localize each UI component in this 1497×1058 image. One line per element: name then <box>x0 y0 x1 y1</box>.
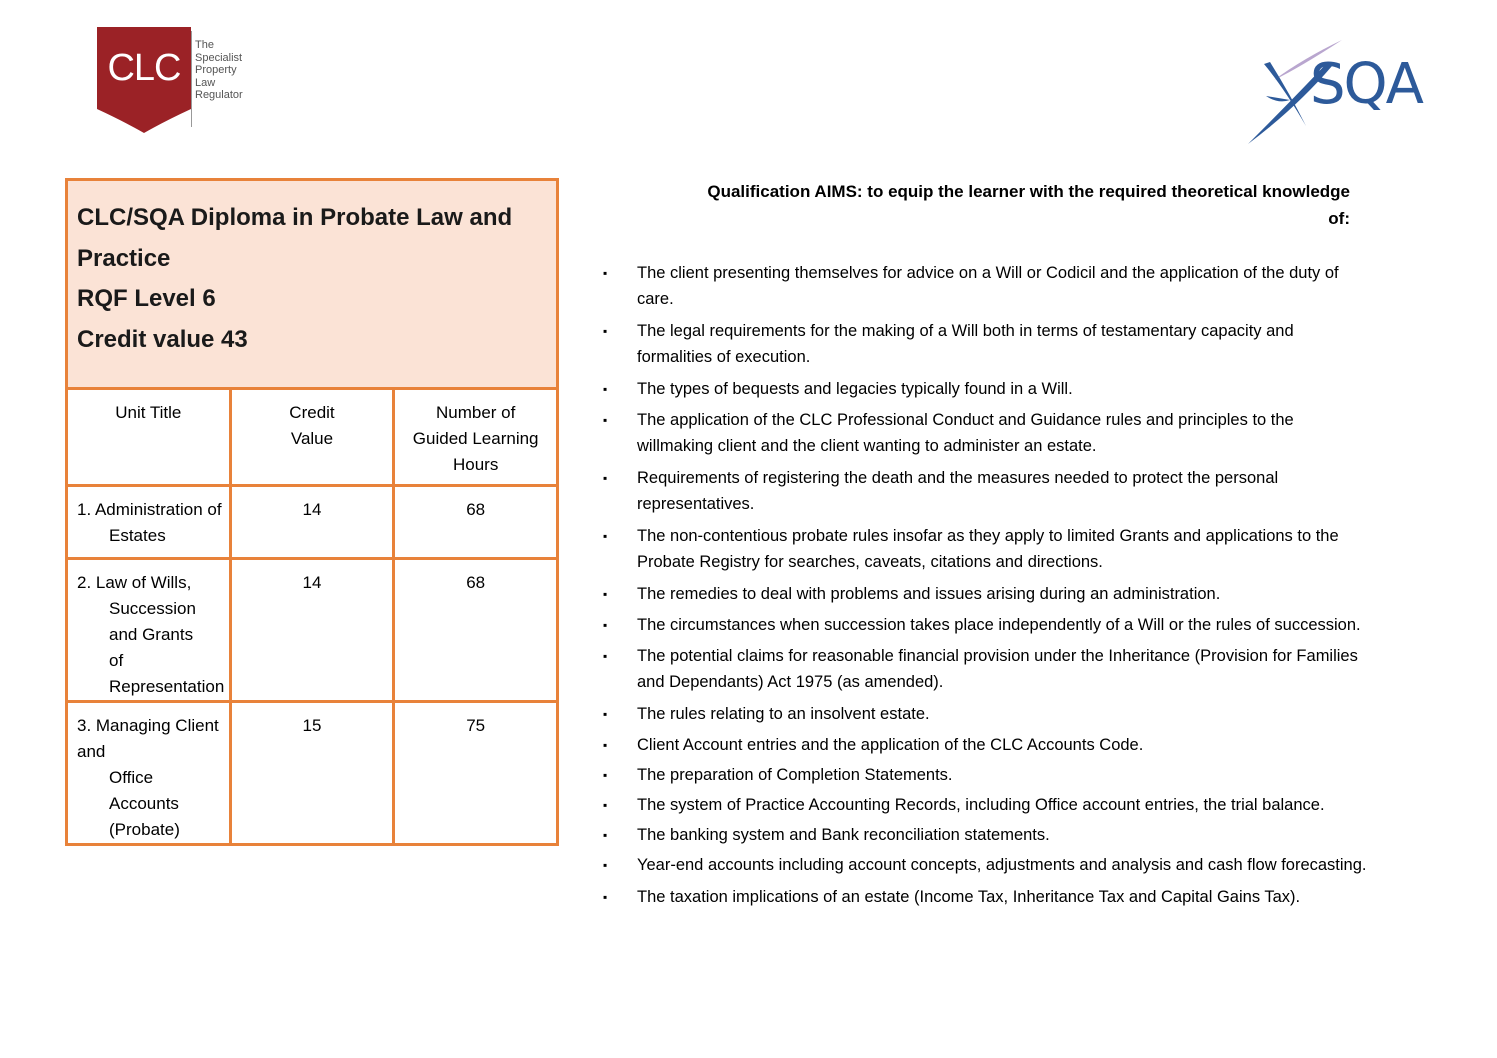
column-header-label: Credit <box>289 403 335 422</box>
aim-list-item <box>600 643 1440 695</box>
aim-text-line: The system of Practice Accounting Records, including Office account entries, the trial balance. <box>637 796 1325 814</box>
aims-heading-line: of: <box>1328 209 1350 228</box>
bullet-icon: ▪ <box>603 529 608 543</box>
column-header-label: Unit Title <box>115 403 182 422</box>
aim-text-line: The potential claims for reasonable financial provision under the Inheritance (Provision for Families <box>637 647 1358 665</box>
qualification-title-cont: Practice <box>77 244 171 272</box>
aim-text-line: Year-end accounts including account concepts, adjustments and analysis and cash flow forecasting. <box>637 856 1367 874</box>
aim-text-line: willmaking client and the client wanting to administer an estate. <box>637 437 1097 455</box>
clc-divider <box>191 31 193 127</box>
clc-tagline-line: Property <box>195 64 237 76</box>
hours-cell: 75 <box>394 702 558 845</box>
unit-title-line: Office Accounts <box>109 768 179 813</box>
aim-list-item <box>600 465 1440 517</box>
column-header-label: Guided Learning <box>412 429 539 448</box>
bullet-icon: ▪ <box>603 266 608 280</box>
aim-text-line: The rules relating to an insolvent estate. <box>637 705 930 723</box>
aim-list-item <box>600 376 1440 402</box>
aim-list-item <box>600 407 1440 459</box>
sqa-wordmark: SQA <box>1310 52 1422 117</box>
aim-text-line: The legal requirements for the making of a Will both in terms of testamentary capacity and <box>637 322 1294 340</box>
aim-list-item <box>600 260 1440 312</box>
aim-list-item <box>600 884 1440 910</box>
aim-list-item <box>600 732 1440 758</box>
bullet-icon: ▪ <box>603 707 608 721</box>
aim-list-item <box>600 762 1440 788</box>
aim-list-item <box>600 581 1440 607</box>
aim-text-line: The taxation implications of an estate (Income Tax, Inheritance Tax and Capital Gains Tax). <box>637 888 1301 906</box>
aim-list-item <box>600 852 1440 878</box>
unit-title-line: of Representation <box>109 651 225 696</box>
aim-text-line: Probate Registry for searches, caveats, citations and directions. <box>637 553 1103 571</box>
aim-list-item <box>600 612 1440 638</box>
column-header-label: Hours <box>452 455 499 474</box>
hours-cell: 68 <box>394 559 558 702</box>
credit-cell: 14 <box>230 559 394 702</box>
column-header-unit-title <box>67 389 231 486</box>
bullet-icon: ▪ <box>603 324 608 338</box>
bullet-icon: ▪ <box>603 798 608 812</box>
aim-text-line: The client presenting themselves for advice on a Will or Codicil and the application of the duty of <box>637 264 1339 282</box>
clc-logo <box>95 25 265 137</box>
qualification-header <box>67 180 558 389</box>
aim-text-line: The application of the CLC Professional Conduct and Guidance rules and principles to the <box>637 411 1294 429</box>
rqf-level: RQF Level 6 <box>77 285 216 312</box>
unit-title-line: Succession and Grants <box>109 599 196 644</box>
aim-text-line: The types of bequests and legacies typically found in a Will. <box>637 380 1073 398</box>
aims-list <box>600 260 1440 910</box>
credit-cell: 15 <box>230 702 394 845</box>
clc-mark: CLC <box>107 47 181 89</box>
bullet-icon: ▪ <box>603 382 608 396</box>
column-header-credit-value <box>230 389 394 486</box>
clc-tagline-line: Regulator <box>195 89 243 101</box>
unit-title-line: Estates <box>109 526 166 545</box>
aim-list-item <box>600 318 1440 370</box>
unit-title-line: 3. Managing Client and <box>77 716 219 761</box>
aim-text-line: Requirements of registering the death and the measures needed to protect the personal <box>637 469 1279 487</box>
aim-list-item <box>600 792 1440 818</box>
bullet-icon: ▪ <box>603 649 608 663</box>
aim-text-line: and Dependants) Act 1975 (as amended). <box>637 673 944 691</box>
unit-title-cell <box>67 559 231 702</box>
bullet-icon: ▪ <box>603 738 608 752</box>
unit-title-line: 1. Administration of <box>77 500 222 519</box>
bullet-icon: ▪ <box>603 768 608 782</box>
column-header-glh <box>394 389 558 486</box>
aim-text-line: representatives. <box>637 495 755 513</box>
aim-text-line: The preparation of Completion Statements. <box>637 766 953 784</box>
aims-heading-line: Qualification AIMS: to equip the learner with the required theoretical knowledge <box>707 182 1350 201</box>
unit-title-line: (Probate) <box>109 820 180 839</box>
qualification-table <box>65 178 559 846</box>
bullet-icon: ▪ <box>603 471 608 485</box>
table-row <box>67 559 558 702</box>
aim-text-line: The remedies to deal with problems and issues arising during an administration. <box>637 585 1221 603</box>
aim-text-line: The circumstances when succession takes place independently of a Will or the rules of succession. <box>637 616 1361 634</box>
aim-list-item <box>600 523 1440 575</box>
hours-cell: 68 <box>394 486 558 559</box>
aim-text-line: The non-contentious probate rules insofar as they apply to limited Grants and applications to the <box>637 527 1339 545</box>
column-header-label: Number of <box>435 403 516 422</box>
clc-tagline-line: The <box>195 39 214 51</box>
bullet-icon: ▪ <box>603 828 608 842</box>
clc-tagline-line: Specialist <box>195 51 243 64</box>
aim-text-line: formalities of execution. <box>637 348 811 366</box>
column-header-label: Value <box>290 429 334 448</box>
credit-value-total: Credit value 43 <box>77 325 248 353</box>
bullet-icon: ▪ <box>603 858 608 872</box>
aim-list-item <box>600 701 1440 727</box>
bullet-icon: ▪ <box>603 413 608 427</box>
unit-title-cell <box>67 486 231 559</box>
bullet-icon: ▪ <box>603 587 608 601</box>
sqa-logo <box>1244 38 1454 148</box>
aim-text-line: care. <box>637 290 674 308</box>
aims-heading <box>640 178 1350 232</box>
bullet-icon: ▪ <box>603 890 608 904</box>
clc-tagline <box>195 39 243 102</box>
table-row <box>67 486 558 559</box>
unit-title-cell <box>67 702 231 845</box>
aim-text-line: Client Account entries and the application of the CLC Accounts Code. <box>637 736 1144 754</box>
clc-tagline-line: Law <box>195 76 216 89</box>
aim-text-line: The banking system and Bank reconciliation statements. <box>637 826 1050 844</box>
table-header-row <box>67 389 558 486</box>
bullet-icon: ▪ <box>603 618 608 632</box>
table-row <box>67 702 558 845</box>
qualification-title: CLC/SQA Diploma in Probate Law and <box>77 204 513 231</box>
credit-cell: 14 <box>230 486 394 559</box>
unit-title-line: 2. Law of Wills, <box>77 573 192 592</box>
aim-list-item <box>600 822 1440 848</box>
